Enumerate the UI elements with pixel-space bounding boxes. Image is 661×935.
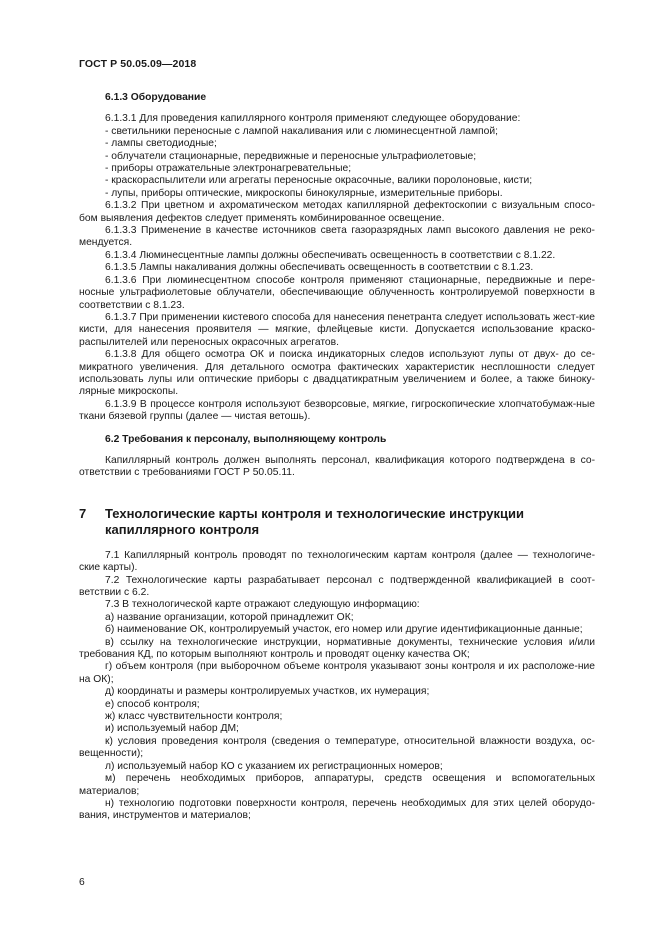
list-item: ж) класс чувствительности контроля; (105, 711, 283, 723)
list-item: д) координаты и размеры контролируемых участков, их нумерация; (105, 686, 430, 698)
section-title: Технологические карты контроля и технологические инструкции капиллярного контроля (105, 505, 525, 537)
list-item: е) способ контроля; (105, 698, 200, 710)
list-item: - краскораспылители или агрегаты переносные окрасочные, валики поролоновые, кисти; (105, 175, 533, 187)
list-item: г) объем контроля (при выборочном объеме контроля указывают зоны контроля и их расположе-ние на ОК); (79, 661, 595, 685)
paragraph: 6.1.3.5 Лампы накаливания должны обеспечивать освещенность в соответствии с 8.1.23. (105, 262, 534, 274)
paragraph: 6.1.3.6 При люминесцентном способе контроля применяют стационарные, передвижные и пере-носные ультрафиолетовые облучатели, обеспечивающие облученность контролируемой поверхности в соответствии с 8.1.23. (79, 274, 595, 311)
list-item: н) технологию подготовки поверхности контроля, перечень необходимых для этих целей оборудо-вания, инструментов и материалов; (79, 797, 595, 822)
list-item: а) название организации, которой принадлежит ОК; (105, 611, 354, 623)
list-item: в) ссылку на технологические инструкции, нормативные документы, технические условия и/или требования КД, по которым выполняют контроль и проводят оценку качества ОК; (79, 636, 595, 661)
section-number: 7 (79, 505, 87, 521)
list-item: б) наименование ОК, контролируемый участок, его номер или другие идентификационные данные; (105, 624, 583, 636)
list-item: - лампы светодиодные; (105, 138, 217, 150)
paragraph-6-1-3-1: 6.1.3.1 Для проведения капиллярного контроля применяют следующее оборудование: (105, 113, 521, 125)
list-item: и) используемый набор ДМ; (105, 723, 239, 735)
document-body (79, 92, 595, 823)
paragraph: 7.1 Капиллярный контроль проводят по технологическим картам контроля (далее — технологиче-ские карты). (79, 549, 595, 574)
paragraph: 6.1.3.9 В процессе контроля используют безворсовые, мягкие, гигроскопические хлопчатобумаж-ные ткани бязевой группы (далее — чистая ветошь). (79, 398, 595, 423)
paragraph: 6.1.3.3 Применение в качестве источников света газоразрядных ламп высокого давления не реко-мендуется. (79, 225, 595, 249)
list-item: л) используемый набор КО с указанием их регистрационных номеров; (105, 760, 443, 772)
heading-6-1-3: 6.1.3 Оборудование (105, 92, 207, 103)
list-item: к) условия проведения контроля (сведения о температуре, относительной влажности воздуха, ос-вещенности); (79, 735, 595, 760)
list-item: - приборы отражательные электронагревательные; (105, 163, 352, 175)
paragraph: 6.1.3.8 Для общего осмотра ОК и поиска индикаторных следов используют лупы от двух- до се-микратного увеличения. Для детального осмотра фактических характеристик несплошности следует использовать лупы или оптические приборы с двадцатикратным увеличением и более, а также биноку-лярные микроскопы. (79, 349, 595, 398)
paragraph: 7.2 Технологические карты разрабатывает персонал с подтвержденной квалификацией в соот-ветствии с 6.2. (79, 574, 595, 598)
paragraph: 6.1.3.2 При цветном и ахроматическом методах капиллярной дефектоскопии с визуальным спосо-бом выявления дефектов следует применять комбинированное освещение. (79, 200, 595, 224)
paragraph: 6.1.3.4 Люминесцентные лампы должны обеспечивать освещенность в соответствии с 8.1.22. (105, 249, 556, 261)
list-item: - облучатели стационарные, передвижные и переносные ультрафиолетовые; (105, 150, 477, 162)
heading-section-7 (79, 506, 595, 538)
document-header: ГОСТ Р 50.05.09—2018 (79, 58, 197, 70)
paragraph: 7.3 В технологической карте отражают следующую информацию: (105, 599, 420, 611)
heading-6-2: 6.2 Требования к персоналу, выполняющему контроль (105, 433, 387, 445)
paragraph-6-2: Капиллярный контроль должен выполнять персонал, квалификация которого подтверждена в со-ответствии с требованиями ГОСТ Р 50.05.11. (79, 454, 595, 479)
page-number: 6 (79, 877, 85, 888)
list-item: м) перечень необходимых приборов, аппаратуры, средств освещения и вспомогательных материалов; (79, 773, 595, 797)
list-item: - светильники переносные с лампой накаливания или с люминесцентной лампой; (105, 125, 498, 137)
list-item: - лупы, приборы оптические, микроскопы бинокулярные, измерительные приборы. (105, 187, 503, 199)
paragraph: 6.1.3.7 При применении кистевого способа для нанесения пенетранта следует использовать жест-кие кисти, для нанесения проявителя — мягкие, флейцевые кисти. Допускается использование краско-распылителей или переносных окрасочных агрегатов. (79, 311, 595, 348)
